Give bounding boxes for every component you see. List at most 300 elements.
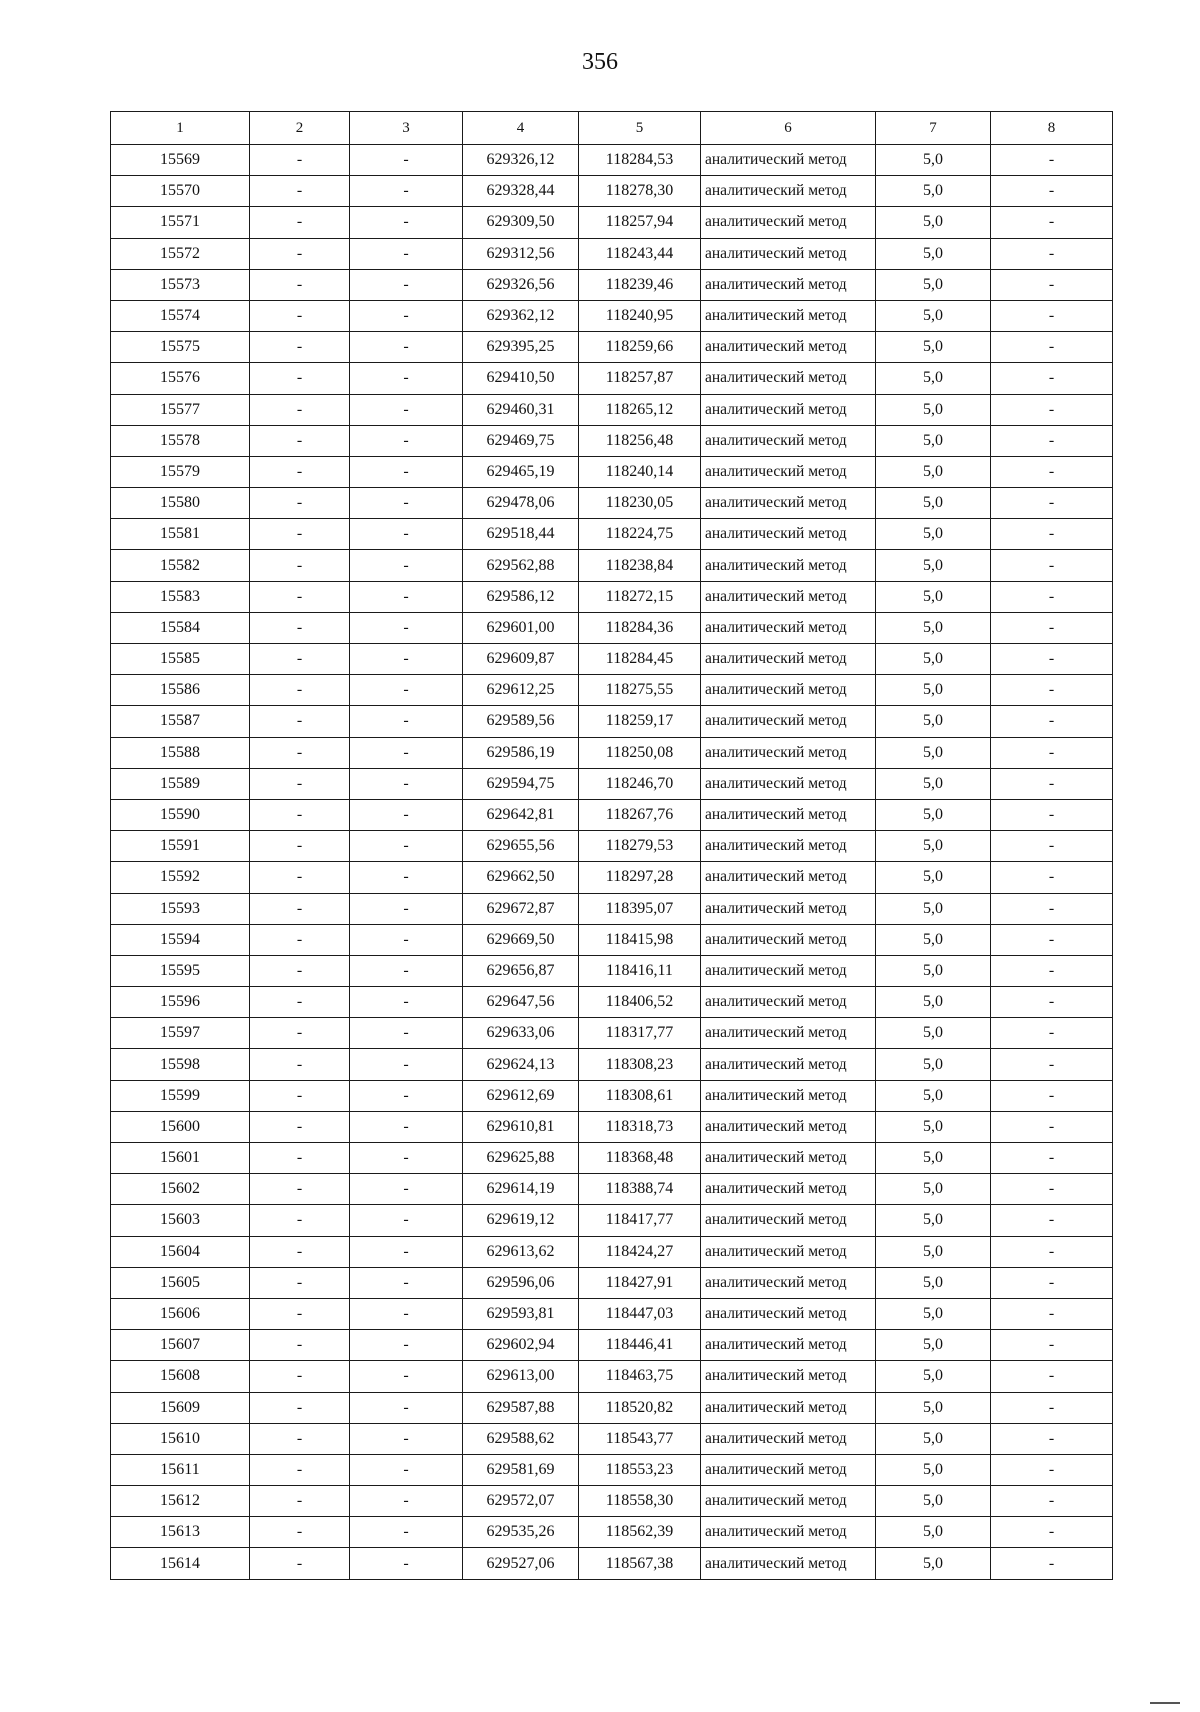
- cell-accuracy: 5,0: [876, 519, 991, 550]
- cell-coord-x: 629672,87: [463, 893, 579, 924]
- cell-col-8: -: [991, 238, 1113, 269]
- table-row: [111, 1423, 1113, 1454]
- table-row: [111, 1454, 1113, 1485]
- cell-col-8: -: [991, 644, 1113, 675]
- cell-accuracy: 5,0: [876, 363, 991, 394]
- cell-accuracy: 5,0: [876, 1267, 991, 1298]
- cell-coord-y: 118567,38: [579, 1548, 701, 1579]
- column-header: 1: [111, 112, 250, 145]
- cell-accuracy: 5,0: [876, 238, 991, 269]
- cell-coord-y: 118416,11: [579, 955, 701, 986]
- cell-point-number: 15606: [111, 1298, 250, 1329]
- cell-coord-x: 629326,12: [463, 145, 579, 176]
- cell-col-8: -: [991, 550, 1113, 581]
- cell-col-2: -: [250, 644, 350, 675]
- cell-point-number: 15576: [111, 363, 250, 394]
- cell-col-3: -: [350, 862, 463, 893]
- cell-col-3: -: [350, 1454, 463, 1485]
- cell-coord-y: 118388,74: [579, 1174, 701, 1205]
- cell-method: аналитический метод: [701, 612, 876, 643]
- cell-col-8: -: [991, 1423, 1113, 1454]
- cell-col-2: -: [250, 1486, 350, 1517]
- cell-coord-y: 118562,39: [579, 1517, 701, 1548]
- cell-col-2: -: [250, 1330, 350, 1361]
- cell-col-8: -: [991, 612, 1113, 643]
- cell-col-2: -: [250, 1111, 350, 1142]
- cell-method: аналитический метод: [701, 145, 876, 176]
- cell-coord-x: 629593,81: [463, 1298, 579, 1329]
- column-header: 6: [701, 112, 876, 145]
- cell-coord-x: 629572,07: [463, 1486, 579, 1517]
- cell-coord-x: 629602,94: [463, 1330, 579, 1361]
- cell-point-number: 15613: [111, 1517, 250, 1548]
- cell-coord-y: 118265,12: [579, 394, 701, 425]
- cell-method: аналитический метод: [701, 550, 876, 581]
- cell-col-2: -: [250, 269, 350, 300]
- cell-coord-x: 629586,12: [463, 581, 579, 612]
- cell-accuracy: 5,0: [876, 269, 991, 300]
- cell-coord-x: 629669,50: [463, 924, 579, 955]
- cell-accuracy: 5,0: [876, 394, 991, 425]
- cell-col-8: -: [991, 1330, 1113, 1361]
- cell-method: аналитический метод: [701, 924, 876, 955]
- cell-col-8: -: [991, 1454, 1113, 1485]
- cell-col-8: -: [991, 300, 1113, 331]
- cell-col-8: -: [991, 768, 1113, 799]
- cell-col-3: -: [350, 1423, 463, 1454]
- table-row: [111, 612, 1113, 643]
- cell-coord-y: 118256,48: [579, 425, 701, 456]
- cell-col-3: -: [350, 1143, 463, 1174]
- cell-col-2: -: [250, 924, 350, 955]
- cell-coord-x: 629326,56: [463, 269, 579, 300]
- cell-accuracy: 5,0: [876, 1517, 991, 1548]
- cell-col-3: -: [350, 519, 463, 550]
- cell-col-8: -: [991, 1267, 1113, 1298]
- cell-method: аналитический метод: [701, 394, 876, 425]
- cell-coord-x: 629328,44: [463, 176, 579, 207]
- cell-coord-x: 629581,69: [463, 1454, 579, 1485]
- cell-point-number: 15600: [111, 1111, 250, 1142]
- table-row: [111, 1143, 1113, 1174]
- table-row: [111, 581, 1113, 612]
- cell-col-3: -: [350, 706, 463, 737]
- table-row: [111, 955, 1113, 986]
- cell-col-3: -: [350, 955, 463, 986]
- cell-point-number: 15591: [111, 831, 250, 862]
- cell-coord-y: 118259,66: [579, 332, 701, 363]
- cell-coord-y: 118230,05: [579, 488, 701, 519]
- cell-coord-x: 629624,13: [463, 1049, 579, 1080]
- cell-col-2: -: [250, 1049, 350, 1080]
- cell-col-3: -: [350, 1236, 463, 1267]
- cell-coord-y: 118240,14: [579, 456, 701, 487]
- cell-col-8: -: [991, 176, 1113, 207]
- cell-point-number: 15614: [111, 1548, 250, 1579]
- cell-col-3: -: [350, 675, 463, 706]
- cell-accuracy: 5,0: [876, 862, 991, 893]
- cell-col-2: -: [250, 488, 350, 519]
- cell-col-8: -: [991, 987, 1113, 1018]
- cell-method: аналитический метод: [701, 176, 876, 207]
- cell-accuracy: 5,0: [876, 1454, 991, 1485]
- cell-col-3: -: [350, 1267, 463, 1298]
- cell-col-8: -: [991, 425, 1113, 456]
- cell-method: аналитический метод: [701, 1111, 876, 1142]
- cell-col-8: -: [991, 1517, 1113, 1548]
- cell-col-3: -: [350, 145, 463, 176]
- table-row: [111, 1548, 1113, 1579]
- cell-point-number: 15573: [111, 269, 250, 300]
- table-row: [111, 862, 1113, 893]
- cell-col-3: -: [350, 1330, 463, 1361]
- cell-col-2: -: [250, 456, 350, 487]
- cell-method: аналитический метод: [701, 519, 876, 550]
- cell-coord-y: 118447,03: [579, 1298, 701, 1329]
- cell-col-3: -: [350, 768, 463, 799]
- cell-accuracy: 5,0: [876, 831, 991, 862]
- cell-accuracy: 5,0: [876, 955, 991, 986]
- table-row: [111, 332, 1113, 363]
- cell-point-number: 15582: [111, 550, 250, 581]
- cell-point-number: 15584: [111, 612, 250, 643]
- cell-point-number: 15581: [111, 519, 250, 550]
- cell-method: аналитический метод: [701, 1392, 876, 1423]
- cell-point-number: 15578: [111, 425, 250, 456]
- cell-col-8: -: [991, 862, 1113, 893]
- cell-coord-y: 118238,84: [579, 550, 701, 581]
- cell-accuracy: 5,0: [876, 300, 991, 331]
- column-header: 5: [579, 112, 701, 145]
- table-row: [111, 924, 1113, 955]
- cell-point-number: 15607: [111, 1330, 250, 1361]
- cell-col-3: -: [350, 176, 463, 207]
- table-row: [111, 1267, 1113, 1298]
- cell-method: аналитический метод: [701, 1361, 876, 1392]
- cell-coord-x: 629460,31: [463, 394, 579, 425]
- cell-coord-x: 629656,87: [463, 955, 579, 986]
- cell-col-8: -: [991, 893, 1113, 924]
- cell-accuracy: 5,0: [876, 1361, 991, 1392]
- cell-coord-x: 629589,56: [463, 706, 579, 737]
- cell-coord-y: 118417,77: [579, 1205, 701, 1236]
- cell-method: аналитический метод: [701, 1486, 876, 1517]
- cell-col-2: -: [250, 1392, 350, 1423]
- cell-method: аналитический метод: [701, 1517, 876, 1548]
- cell-point-number: 15570: [111, 176, 250, 207]
- cell-col-2: -: [250, 332, 350, 363]
- cell-point-number: 15593: [111, 893, 250, 924]
- cell-accuracy: 5,0: [876, 1486, 991, 1517]
- cell-coord-y: 118446,41: [579, 1330, 701, 1361]
- cell-col-3: -: [350, 1174, 463, 1205]
- cell-point-number: 15594: [111, 924, 250, 955]
- cell-col-8: -: [991, 799, 1113, 830]
- cell-col-8: -: [991, 363, 1113, 394]
- cell-method: аналитический метод: [701, 581, 876, 612]
- cell-col-2: -: [250, 1267, 350, 1298]
- cell-col-2: -: [250, 799, 350, 830]
- cell-point-number: 15585: [111, 644, 250, 675]
- cell-col-2: -: [250, 706, 350, 737]
- cell-accuracy: 5,0: [876, 1111, 991, 1142]
- cell-col-2: -: [250, 1143, 350, 1174]
- table-row: [111, 269, 1113, 300]
- table-row: [111, 488, 1113, 519]
- table-row: [111, 1236, 1113, 1267]
- cell-col-2: -: [250, 1423, 350, 1454]
- cell-col-3: -: [350, 1517, 463, 1548]
- cell-method: аналитический метод: [701, 456, 876, 487]
- cell-coord-x: 629619,12: [463, 1205, 579, 1236]
- table-row: [111, 893, 1113, 924]
- cell-accuracy: 5,0: [876, 332, 991, 363]
- cell-method: аналитический метод: [701, 363, 876, 394]
- cell-accuracy: 5,0: [876, 644, 991, 675]
- cell-col-3: -: [350, 488, 463, 519]
- cell-point-number: 15571: [111, 207, 250, 238]
- cell-point-number: 15612: [111, 1486, 250, 1517]
- page-number: 356: [582, 49, 618, 75]
- cell-point-number: 15610: [111, 1423, 250, 1454]
- cell-method: аналитический метод: [701, 862, 876, 893]
- cell-method: аналитический метод: [701, 269, 876, 300]
- cell-col-8: -: [991, 831, 1113, 862]
- cell-accuracy: 5,0: [876, 207, 991, 238]
- column-header: 8: [991, 112, 1113, 145]
- cell-col-3: -: [350, 238, 463, 269]
- cell-col-3: -: [350, 737, 463, 768]
- cell-col-8: -: [991, 1049, 1113, 1080]
- cell-col-2: -: [250, 893, 350, 924]
- cell-col-8: -: [991, 1174, 1113, 1205]
- cell-accuracy: 5,0: [876, 675, 991, 706]
- cell-col-2: -: [250, 238, 350, 269]
- cell-accuracy: 5,0: [876, 550, 991, 581]
- cell-coord-y: 118279,53: [579, 831, 701, 862]
- cell-col-2: -: [250, 550, 350, 581]
- cell-point-number: 15604: [111, 1236, 250, 1267]
- cell-point-number: 15588: [111, 737, 250, 768]
- cell-col-8: -: [991, 1018, 1113, 1049]
- cell-col-3: -: [350, 363, 463, 394]
- cell-col-8: -: [991, 924, 1113, 955]
- cell-coord-x: 629535,26: [463, 1517, 579, 1548]
- cell-method: аналитический метод: [701, 1049, 876, 1080]
- cell-accuracy: 5,0: [876, 737, 991, 768]
- cell-col-3: -: [350, 1205, 463, 1236]
- table-row: [111, 238, 1113, 269]
- cell-method: аналитический метод: [701, 706, 876, 737]
- cell-col-3: -: [350, 987, 463, 1018]
- cell-col-2: -: [250, 1080, 350, 1111]
- cell-coord-x: 629410,50: [463, 363, 579, 394]
- cell-point-number: 15601: [111, 1143, 250, 1174]
- cell-col-2: -: [250, 207, 350, 238]
- cell-col-3: -: [350, 1361, 463, 1392]
- cell-coord-y: 118240,95: [579, 300, 701, 331]
- cell-method: аналитический метод: [701, 799, 876, 830]
- cell-accuracy: 5,0: [876, 893, 991, 924]
- cell-col-2: -: [250, 1517, 350, 1548]
- table-row: [111, 644, 1113, 675]
- cell-col-2: -: [250, 768, 350, 799]
- cell-coord-x: 629655,56: [463, 831, 579, 862]
- cell-coord-x: 629609,87: [463, 644, 579, 675]
- cell-point-number: 15599: [111, 1080, 250, 1111]
- cell-coord-y: 118406,52: [579, 987, 701, 1018]
- cell-coord-y: 118224,75: [579, 519, 701, 550]
- cell-col-2: -: [250, 675, 350, 706]
- cell-point-number: 15608: [111, 1361, 250, 1392]
- table-row: [111, 363, 1113, 394]
- cell-coord-y: 118246,70: [579, 768, 701, 799]
- cell-col-2: -: [250, 1454, 350, 1485]
- cell-col-3: -: [350, 456, 463, 487]
- cell-col-3: -: [350, 1486, 463, 1517]
- cell-accuracy: 5,0: [876, 1018, 991, 1049]
- cell-col-2: -: [250, 176, 350, 207]
- cell-accuracy: 5,0: [876, 1423, 991, 1454]
- cell-col-2: -: [250, 300, 350, 331]
- cell-col-3: -: [350, 644, 463, 675]
- cell-col-3: -: [350, 1080, 463, 1111]
- cell-method: аналитический метод: [701, 207, 876, 238]
- table-row: [111, 1298, 1113, 1329]
- cell-method: аналитический метод: [701, 1423, 876, 1454]
- cell-col-3: -: [350, 799, 463, 830]
- cell-coord-y: 118368,48: [579, 1143, 701, 1174]
- cell-coord-x: 629469,75: [463, 425, 579, 456]
- cell-accuracy: 5,0: [876, 581, 991, 612]
- column-header: 2: [250, 112, 350, 145]
- cell-coord-y: 118558,30: [579, 1486, 701, 1517]
- table-row: [111, 987, 1113, 1018]
- cell-coord-x: 629601,00: [463, 612, 579, 643]
- cell-coord-y: 118463,75: [579, 1361, 701, 1392]
- cell-point-number: 15609: [111, 1392, 250, 1423]
- cell-coord-x: 629312,56: [463, 238, 579, 269]
- cell-point-number: 15577: [111, 394, 250, 425]
- cell-coord-x: 629610,81: [463, 1111, 579, 1142]
- cell-accuracy: 5,0: [876, 1236, 991, 1267]
- cell-col-2: -: [250, 831, 350, 862]
- cell-point-number: 15595: [111, 955, 250, 986]
- cell-accuracy: 5,0: [876, 1205, 991, 1236]
- cell-point-number: 15611: [111, 1454, 250, 1485]
- cell-coord-y: 118272,15: [579, 581, 701, 612]
- table-row: [111, 831, 1113, 862]
- cell-method: аналитический метод: [701, 1080, 876, 1111]
- cell-col-8: -: [991, 1143, 1113, 1174]
- cell-accuracy: 5,0: [876, 1298, 991, 1329]
- cell-col-2: -: [250, 737, 350, 768]
- cell-accuracy: 5,0: [876, 799, 991, 830]
- table-row: [111, 1392, 1113, 1423]
- cell-accuracy: 5,0: [876, 1174, 991, 1205]
- cell-method: аналитический метод: [701, 737, 876, 768]
- table-row: [111, 1361, 1113, 1392]
- cell-method: аналитический метод: [701, 238, 876, 269]
- cell-point-number: 15605: [111, 1267, 250, 1298]
- column-header: 7: [876, 112, 991, 145]
- cell-accuracy: 5,0: [876, 706, 991, 737]
- cell-col-2: -: [250, 363, 350, 394]
- cell-method: аналитический метод: [701, 1267, 876, 1298]
- cell-col-3: -: [350, 332, 463, 363]
- cell-col-2: -: [250, 1018, 350, 1049]
- cell-accuracy: 5,0: [876, 456, 991, 487]
- cell-point-number: 15590: [111, 799, 250, 830]
- cell-point-number: 15592: [111, 862, 250, 893]
- cell-method: аналитический метод: [701, 893, 876, 924]
- cell-accuracy: 5,0: [876, 1080, 991, 1111]
- table-row: [111, 1205, 1113, 1236]
- cell-col-2: -: [250, 1298, 350, 1329]
- cell-col-3: -: [350, 394, 463, 425]
- cell-coord-y: 118424,27: [579, 1236, 701, 1267]
- cell-coord-x: 629395,25: [463, 332, 579, 363]
- cell-coord-y: 118284,36: [579, 612, 701, 643]
- cell-col-2: -: [250, 1205, 350, 1236]
- cell-method: аналитический метод: [701, 1143, 876, 1174]
- cell-coord-y: 118275,55: [579, 675, 701, 706]
- cell-coord-x: 629594,75: [463, 768, 579, 799]
- cell-coord-x: 629309,50: [463, 207, 579, 238]
- cell-coord-x: 629613,00: [463, 1361, 579, 1392]
- table-row: [111, 1018, 1113, 1049]
- cell-col-8: -: [991, 1392, 1113, 1423]
- column-header: 3: [350, 112, 463, 145]
- cell-col-3: -: [350, 1298, 463, 1329]
- cell-method: аналитический метод: [701, 300, 876, 331]
- cell-accuracy: 5,0: [876, 612, 991, 643]
- cell-accuracy: 5,0: [876, 145, 991, 176]
- cell-method: аналитический метод: [701, 1174, 876, 1205]
- cell-col-2: -: [250, 581, 350, 612]
- cell-col-2: -: [250, 425, 350, 456]
- cell-col-2: -: [250, 1361, 350, 1392]
- cell-coord-y: 118318,73: [579, 1111, 701, 1142]
- table-row: [111, 706, 1113, 737]
- cell-accuracy: 5,0: [876, 1143, 991, 1174]
- table-row: [111, 207, 1113, 238]
- cell-col-2: -: [250, 394, 350, 425]
- cell-col-8: -: [991, 488, 1113, 519]
- cell-coord-x: 629612,25: [463, 675, 579, 706]
- cell-point-number: 15586: [111, 675, 250, 706]
- table-row: [111, 1080, 1113, 1111]
- cell-point-number: 15603: [111, 1205, 250, 1236]
- coordinates-table: [110, 111, 1113, 1580]
- table-row: [111, 1049, 1113, 1080]
- cell-point-number: 15596: [111, 987, 250, 1018]
- cell-coord-y: 118308,61: [579, 1080, 701, 1111]
- cell-coord-y: 118239,46: [579, 269, 701, 300]
- cell-col-8: -: [991, 737, 1113, 768]
- cell-coord-x: 629527,06: [463, 1548, 579, 1579]
- cell-method: аналитический метод: [701, 1018, 876, 1049]
- cell-point-number: 15583: [111, 581, 250, 612]
- cell-method: аналитический метод: [701, 955, 876, 986]
- cell-col-8: -: [991, 581, 1113, 612]
- cell-coord-x: 629362,12: [463, 300, 579, 331]
- cell-accuracy: 5,0: [876, 1392, 991, 1423]
- cell-col-8: -: [991, 1548, 1113, 1579]
- cell-coord-y: 118267,76: [579, 799, 701, 830]
- cell-coord-x: 629662,50: [463, 862, 579, 893]
- cell-col-3: -: [350, 1548, 463, 1579]
